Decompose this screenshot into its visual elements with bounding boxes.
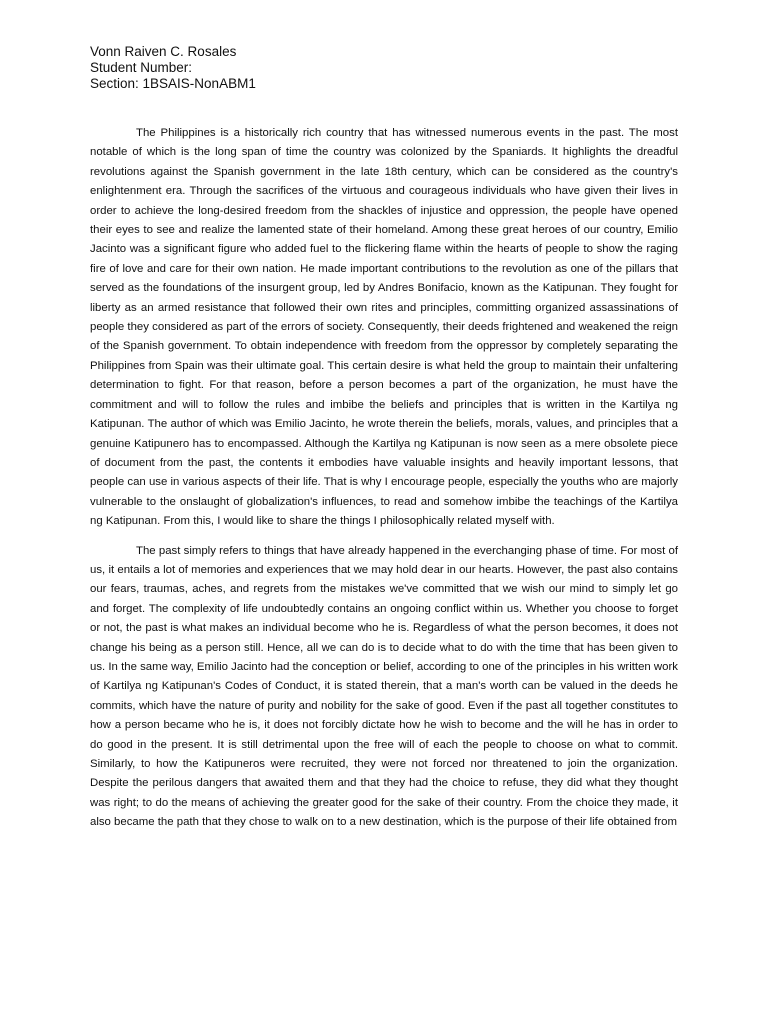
section-label: Section: 1BSAIS-NonABM1 bbox=[90, 76, 256, 91]
student-number: Student Number: bbox=[90, 60, 193, 75]
author-header bbox=[90, 44, 256, 92]
paragraph-2: The past simply refers to things that have already happened in the everchanging phase of time. For most of us, it entails a lot of memories and experiences that we may hold dear in our hearts. However, the past also contains our fears, traumas, aches, and regrets from the mistakes we've committed that we wish our mind to simply let go and forget. The complexity of life undoubtedly contains an ongoing conflict within us. Whether you choose to forget or not, the past is what makes an individual become who he is. Regardless of what the person becomes, it does not change his being as a person still. Hence, all we can do is to decide what to do with the time that has been given to us. In the same way, Emilio Jacinto had the conception or belief, according to one of the principles in his written work of Kartilya ng Katipunan's Codes of Conduct, it is stated therein, that a man's worth can be valued in the deeds he commits, which have the nature of purity and nobility for the sake of good. Even if the past all together constitutes to how a person became who he is, it does not forcibly dictate how he wish to become and the will he has in order to do good in the present. It is still detrimental upon the free will of each the people to choose on what to commit. Similarly, to how the Katipuneros were recruited, they were not forced nor threatened to join the organization. Despite the perilous dangers that awaited them and that they had the choice to refuse, they did what they thought was right; to do the means of achieving the greater good for the sake of their country. From the choice they made, it also became the path that they chose to walk on to a new destination, which is the purpose of their life obtained from bbox=[90, 544, 678, 829]
author-name: Vonn Raiven C. Rosales bbox=[90, 44, 237, 59]
essay-body bbox=[90, 124, 678, 843]
paragraph-1: The Philippines is a historically rich country that has witnessed numerous events in the past. The most notable of which is the long span of time the country was colonized by the Spaniards. It highlights the dreadful revolutions against the Spanish government in the late 18th century, which can be considered as the country's enlightenment era. Through the sacrifices of the virtuous and courageous individuals who have given their lives in order to achieve the long-desired freedom from the shackles of injustice and oppression, the people have opened their eyes to see and realize the lamented state of their homeland. Among these great heroes of our country, Emilio Jacinto was a significant figure who added fuel to the flickering flame within the hearts of people to show the raging fire of love and care for their own nation. He made important contributions to the revolution as one of the pillars that served as the foundations of the insurgent group, led by Andres Bonifacio, known as the Katipunan. They fought for liberty as an armed resistance that followed their own rites and principles, committing organized assassinations of people they considered as part of the errors of society. Consequently, their deeds frightened and weakened the reign of the Spanish government. To obtain independence with freedom from the oppressor by completely separating the Philippines from Spain was their ultimate goal. This certain desire is what held the group to maintain their unfaltering determination to fight. For that reason, before a person becomes a part of the organization, he must have the commitment and will to follow the rules and imbibe the beliefs and principles that is written in the Kartilya ng Katipunan. The author of which was Emilio Jacinto, he wrote therein the beliefs, morals, values, and principles that a genuine Katipunero has to encompassed. Although the Kartilya ng Katipunan is now seen as a mere obsolete piece of document from the past, the contents it embodies have valuable insights and heavily important lessons, that people can use in various aspects of their life. That is why I encourage people, especially the youths who are majorly vulnerable to the onslaught of globalization's influences, to read and somehow imbibe the teachings of the Kartilya ng Katipunan. From this, I would like to share the things I philosophically related myself with. bbox=[90, 127, 678, 528]
